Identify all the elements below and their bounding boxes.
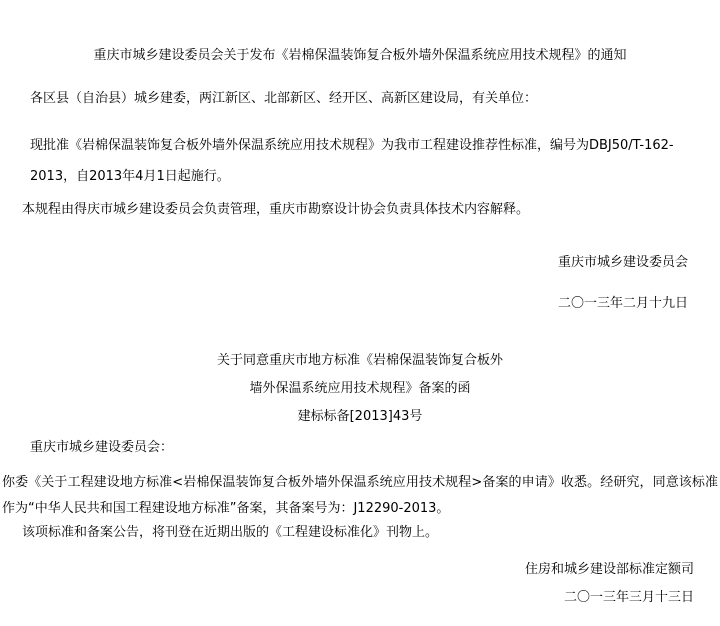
reply-document-number: 建标标备[2013]43号 (297, 409, 423, 424)
notice-approval-paragraph: 现批准《岩棉保温装饰复合板外墙外保温系统应用技术规程》为我市工程建设推荐性标准，编号为DBJ50/T-162-2013，自2013年4月1日起施行。 (30, 138, 674, 184)
notice-date: 二〇一三年二月十九日 (557, 296, 688, 311)
reply-date: 二〇一三年三月十三日 (563, 590, 694, 605)
reply-title-line-2: 墙外保温系统应用技术规程》备案的函 (249, 381, 471, 396)
reply-main-paragraph: 你委《关于工程建设地方标准<岩棉保温装饰复合板外墙外保温系统应用技术规程>备案的申请》收悉。经研究，同意该标准作为“中华人民共和国工程建设地方标准”备案，其备案号为：J12290-2013。 (2, 475, 718, 516)
notice-issuer: 重庆市城乡建设委员会 (557, 255, 688, 270)
reply-addressee: 重庆市城乡建设委员会： (30, 440, 174, 455)
reply-issuer: 住房和城乡建设部标准定额司 (524, 562, 694, 577)
notice-title: 重庆市城乡建设委员会关于发布《岩棉保温装饰复合板外墙外保温系统应用技术规程》的通知 (93, 48, 627, 63)
notice-addressee: 各区县（自治县）城乡建委，两江新区、北部新区、经开区、高新区建设局，有关单位： (30, 91, 538, 106)
reply-publish-paragraph: 该项标准和备案公告，将刊登在近期出版的《工程建设标准化》刊物上。 (22, 525, 439, 540)
reply-title-line-1: 关于同意重庆市地方标准《岩棉保温装饰复合板外 (216, 353, 503, 368)
notice-management-paragraph: 本规程由得庆市城乡建设委员会负责管理，重庆市勘察设计协会负责具体技术内容解释。 (22, 202, 530, 217)
